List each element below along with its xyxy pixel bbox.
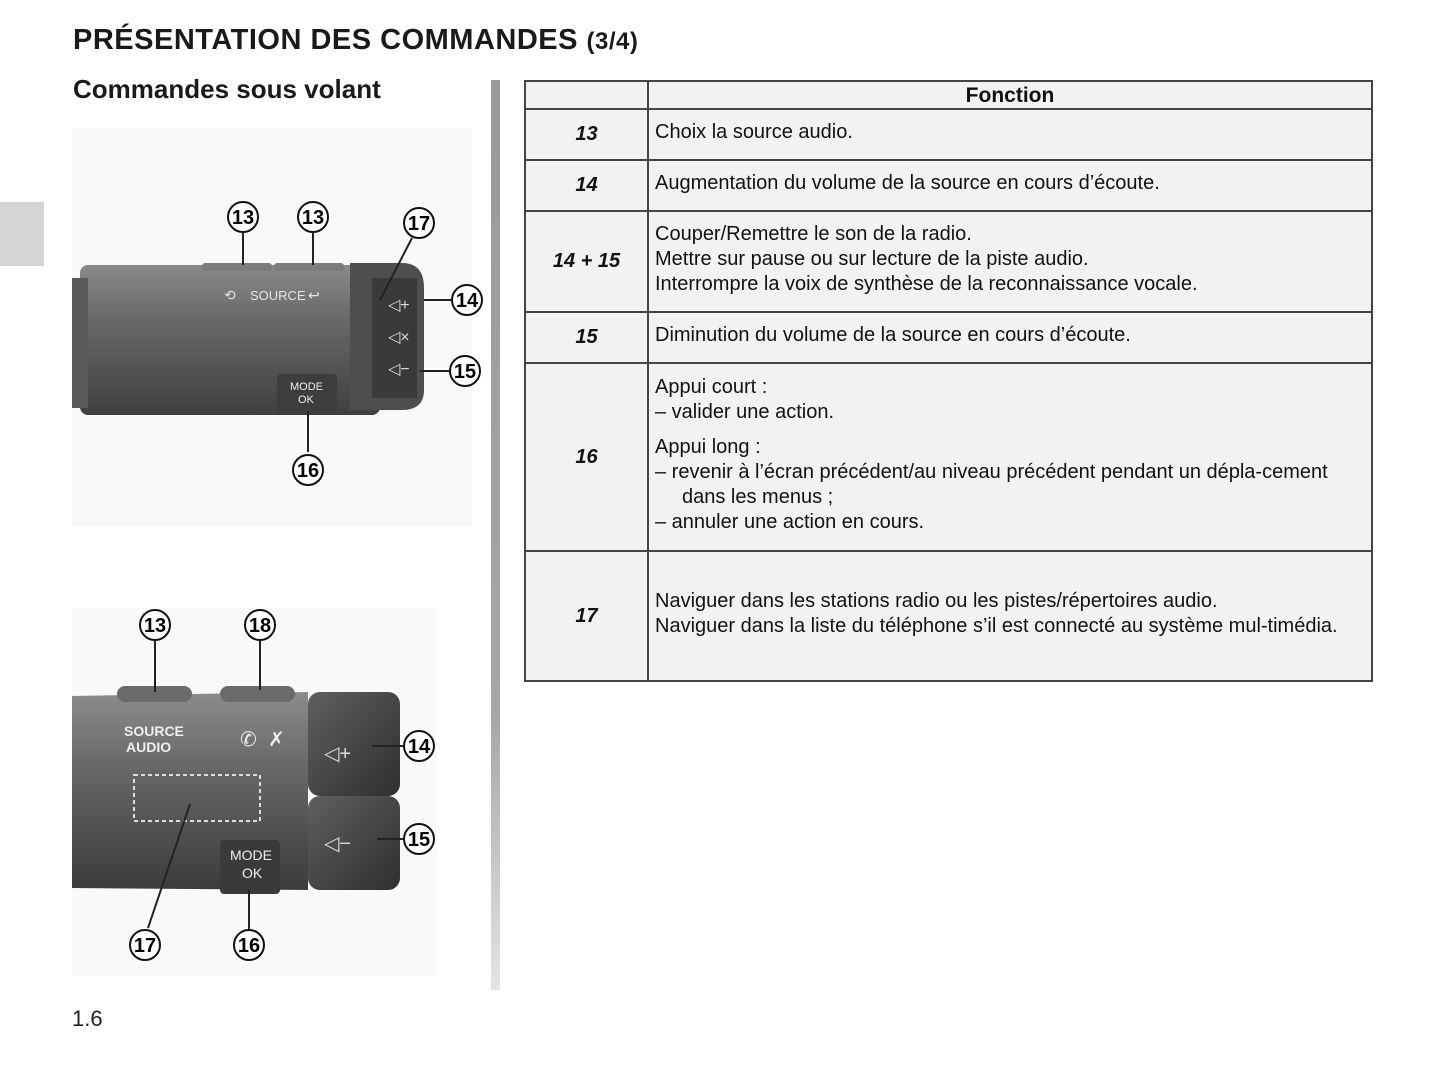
row-number: 16 <box>525 363 648 551</box>
page-title <box>73 24 638 57</box>
callout-13-label: 13 <box>143 615 167 637</box>
source-left-button <box>202 263 272 271</box>
callout-15-label: 15 <box>453 361 477 383</box>
row-description: Diminution du volume de la source en cours d’écoute. <box>648 312 1372 363</box>
callout-17 <box>404 208 434 238</box>
callout-15-label: 15 <box>407 829 431 851</box>
figure-stalk-2 <box>72 608 437 976</box>
row-number: 15 <box>525 312 648 363</box>
header-number <box>525 81 648 109</box>
function-table <box>524 80 1373 682</box>
row-description: Choix la source audio. <box>648 109 1372 160</box>
mode-text: MODE <box>290 381 323 393</box>
long-press-item: – revenir à l’écran précédent/au niveau précédent pendant un dépla-cement dans les menus ; <box>655 461 1328 508</box>
row-number: 17 <box>525 551 648 681</box>
callout-16 <box>234 930 264 960</box>
callout-15 <box>404 824 434 854</box>
desc-line: Interrompre la voix de synthèse de la reconnaissance vocale. <box>655 273 1198 295</box>
mode-text: MODE <box>230 847 272 863</box>
row-description <box>648 551 1372 681</box>
callout-18-label: 18 <box>248 615 272 637</box>
cycle-left-icon: ⟲ <box>224 287 236 303</box>
table-header-row <box>525 81 1372 109</box>
callout-17 <box>130 930 160 960</box>
desc-line: Naviguer dans les stations radio ou les pistes/répertoires audio. <box>655 590 1218 612</box>
callout-13b-label: 13 <box>301 207 325 229</box>
source-text: SOURCE <box>124 723 184 739</box>
phone-hang-icon: ✗ <box>268 729 285 751</box>
stalk-1-drawing <box>72 128 479 526</box>
volume-up-icon: ◁+ <box>388 297 410 314</box>
long-press-item: – annuler une action en cours. <box>655 511 925 533</box>
callout-16-label: 16 <box>296 460 320 482</box>
callout-13a <box>228 202 258 232</box>
ok-text: OK <box>298 394 314 406</box>
callout-14 <box>452 285 482 315</box>
callout-13a-label: 13 <box>231 207 255 229</box>
callout-13 <box>140 610 170 640</box>
table-row <box>525 109 1372 160</box>
page-part: (3/4) <box>586 28 639 55</box>
page-title-text: PRÉSENTATION DES COMMANDES <box>73 24 578 56</box>
desc-line: Mettre sur pause ou sur lecture de la piste audio. <box>655 248 1089 270</box>
callout-17-label: 17 <box>407 213 431 235</box>
table-row <box>525 363 1372 551</box>
callout-14 <box>404 731 434 761</box>
side-tab-marker <box>0 202 44 266</box>
table-row <box>525 211 1372 312</box>
volume-down-icon: ◁− <box>324 833 352 855</box>
callout-14-label: 14 <box>407 736 431 758</box>
row-number: 13 <box>525 109 648 160</box>
desc-line: Naviguer dans la liste du téléphone s’il est connecté au système mul-timédia. <box>655 615 1338 637</box>
long-press-title: Appui long : <box>655 436 761 458</box>
table-row <box>525 551 1372 681</box>
table-row <box>525 160 1372 211</box>
table-row <box>525 312 1372 363</box>
section-title: Commandes sous volant <box>73 74 381 104</box>
mute-icon: ◁× <box>388 329 410 346</box>
ok-text: OK <box>242 865 263 881</box>
header-function: Fonction <box>648 81 1372 109</box>
volume-down-icon: ◁− <box>388 361 410 378</box>
callout-16 <box>293 455 323 485</box>
row-description: Augmentation du volume de la source en cours d’écoute. <box>648 160 1372 211</box>
audio-text: AUDIO <box>126 739 172 755</box>
callout-15 <box>450 356 480 386</box>
callout-18 <box>245 610 275 640</box>
row-description <box>648 211 1372 312</box>
row-description <box>648 363 1372 551</box>
callout-14-label: 14 <box>455 290 479 312</box>
callout-17-label: 17 <box>133 935 157 957</box>
short-press-item: – valider une action. <box>655 401 835 423</box>
page-number: 1.6 <box>72 1006 103 1031</box>
callout-13b <box>298 202 328 232</box>
source-right-button <box>274 263 344 271</box>
figure-stalk-1 <box>72 128 479 526</box>
stalk-2-drawing <box>72 608 437 976</box>
short-press-title: Appui court : <box>655 376 768 398</box>
callout-16-label: 16 <box>237 935 261 957</box>
desc-line: Couper/Remettre le son de la radio. <box>655 223 972 245</box>
volume-up-pad <box>308 692 400 796</box>
source-text: SOURCE <box>250 288 306 303</box>
row-number: 14 <box>525 160 648 211</box>
cycle-right-icon: ↩ <box>308 287 320 303</box>
phone-pick-icon: ✆ <box>240 729 257 751</box>
phone-button <box>220 686 295 702</box>
column-divider <box>491 80 500 990</box>
volume-up-icon: ◁+ <box>324 743 352 765</box>
row-number: 14 + 15 <box>525 211 648 312</box>
volume-down-pad <box>308 796 400 890</box>
